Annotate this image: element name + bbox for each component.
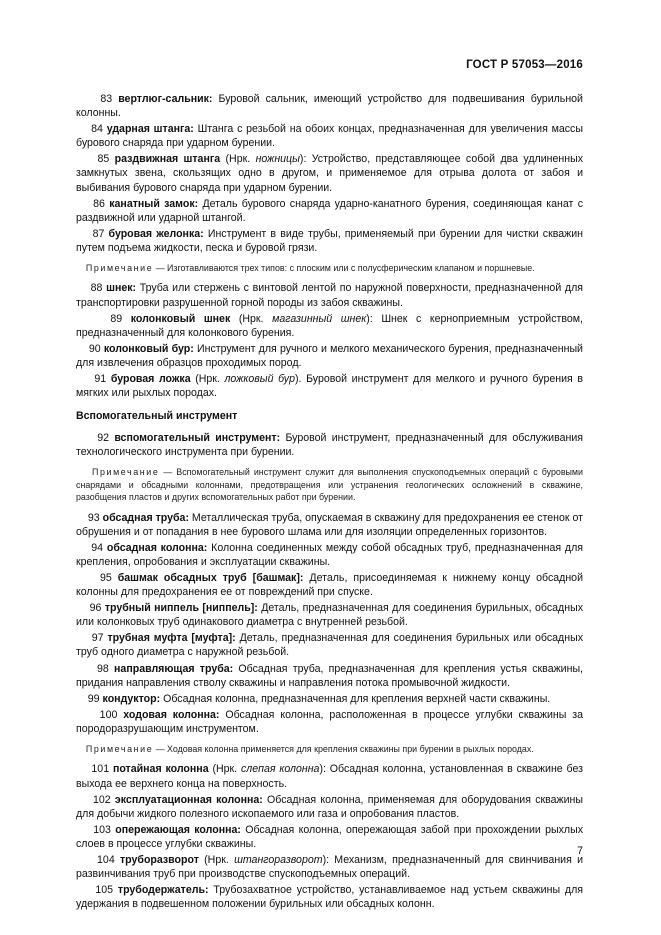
note xyxy=(76,262,583,274)
term-name: ударная штанга: xyxy=(106,123,194,136)
term-entry-85 xyxy=(76,152,583,194)
term-entry-88 xyxy=(76,281,583,309)
term-name: колонковый бур: xyxy=(103,342,194,355)
term-name: шнек: xyxy=(106,282,137,295)
term-entry-89 xyxy=(76,312,583,340)
source-prefix: (Нрк. xyxy=(230,312,273,325)
source-suffix: ): xyxy=(322,853,330,866)
non-recommended-term: магазинный шнек xyxy=(272,312,367,325)
term-entry-99 xyxy=(76,692,583,706)
entry-number: 97 xyxy=(91,632,104,645)
entry-number: 83 xyxy=(100,93,113,105)
term-name: буровая ложка xyxy=(110,373,191,385)
entry-number: 87 xyxy=(92,227,105,240)
entry-number: 94 xyxy=(91,541,104,554)
entry-number: 86 xyxy=(93,197,105,210)
source-suffix: ): xyxy=(366,312,373,325)
term-entry-86 xyxy=(76,197,583,225)
entry-number: 85 xyxy=(97,153,110,166)
term-definition: Обсадная труба, предназначенная для крепления устья скважины, придания направления стволу скважины и направления потока промывочной жидкости. xyxy=(76,662,583,689)
document-body xyxy=(76,92,583,913)
note-text: — Ходовая колонна применяется для крепления скважины при бурении в рыхлых породах. xyxy=(153,744,534,754)
entry-number: 105 xyxy=(95,884,114,897)
term-entry-96 xyxy=(76,601,583,629)
term-definition: Обсадная колонна, опережающая забой при прохождении рыхлых слоев в процессе углубки скважины. xyxy=(76,823,583,850)
term-name: трубный ниппель [ниппель]: xyxy=(104,602,258,615)
term-definition: Металлическая труба, опускаемая в скважину для предохранения ее стенок от обрушения и от попадания в нее бурового шлама или для изоляции определенных горизонтов. xyxy=(76,511,583,538)
term-definition: Колонна соединенных между собой обсадных труб, предназначенная для крепления, опробования и эксплуатации скважины. xyxy=(76,541,584,568)
term-definition: Обсадная колонна, установленная в скважине без выхода ее верхнего конца на поверхность. xyxy=(76,763,583,790)
term-entry-104 xyxy=(76,853,583,881)
source-suffix: ). xyxy=(295,373,302,385)
note-label: Примечание xyxy=(85,263,154,274)
term-name: эксплуатационная колонна: xyxy=(114,793,263,806)
term-name: потайная колонна xyxy=(112,763,209,776)
term-definition: Обсадная колонна, расположенная в процессе углубки скважины за породоразрушающим инструментом. xyxy=(76,708,583,735)
term-name: трубодержатель: xyxy=(117,884,209,897)
term-definition: Устройство, представляющее собой два удлиненных замкнутых звена, скользящих одно в другом, и применяемое для отрыва долота от забоя и выбивания бурового снаряда при ударном бурении. xyxy=(76,153,583,194)
non-recommended-term: слепая колонна xyxy=(240,763,320,776)
entry-number: 89 xyxy=(110,312,123,325)
term-entry-100 xyxy=(76,708,583,736)
term-name: ходовая колонна: xyxy=(123,708,220,721)
term-name: буровая желонка: xyxy=(108,227,204,240)
term-entry-102 xyxy=(76,793,583,821)
term-definition: Трубозахватное устройство, устанавливаемое над устьем скважины для удержания в подвешенном положении бурильных или обсадных колонн. xyxy=(76,884,583,911)
non-recommended-term: ножницы xyxy=(255,153,300,166)
term-name: трубная муфта [муфта]: xyxy=(107,632,236,645)
term-definition: Деталь, предназначенная для соединения бурильных или обсадных труб одного диаметра с наружной резьбой. xyxy=(76,632,583,659)
term-name: башмак обсадных труб [башмак]: xyxy=(117,571,304,584)
term-definition: Деталь, предназначенная для соединения бурильных, обсадных или колонковых труб одинакового диаметра с внутренней резьбой. xyxy=(76,602,583,629)
entry-number: 92 xyxy=(97,432,109,445)
term-entry-97 xyxy=(76,631,583,659)
source-prefix: (Нрк. xyxy=(208,763,241,776)
entry-number: 103 xyxy=(93,823,111,836)
term-name: опережающая колонна: xyxy=(115,823,241,836)
term-entry-92 xyxy=(76,431,583,459)
entry-number: 101 xyxy=(91,763,110,776)
note xyxy=(76,743,583,755)
term-entry-84 xyxy=(76,122,583,150)
term-definition: Инструмент в виде трубы, применяемый при бурении для чистки скважин путем подъема жидкости, песка и буровой грязи. xyxy=(76,227,583,254)
source-prefix: (Нрк. xyxy=(198,853,235,866)
term-entry-93 xyxy=(76,511,583,539)
term-name: труборазворот xyxy=(119,853,199,866)
source-prefix: (Нрк. xyxy=(190,373,225,385)
term-entry-87 xyxy=(76,227,583,255)
term-name: обсадная труба: xyxy=(102,511,189,524)
section-heading: Вспомогательный инструмент xyxy=(76,410,238,423)
non-recommended-term: ложковый бур xyxy=(224,373,295,385)
term-entry-101 xyxy=(76,762,583,790)
entry-number: 95 xyxy=(99,571,112,584)
non-recommended-term: штангоразворот xyxy=(234,853,323,866)
entry-number: 84 xyxy=(91,123,103,136)
term-name: раздвижная штанга xyxy=(114,153,221,166)
note xyxy=(76,466,583,503)
entry-number: 104 xyxy=(97,853,115,866)
term-name: обсадная колонна: xyxy=(106,541,208,554)
entry-number: 100 xyxy=(99,708,118,721)
document-header: ГОСТ Р 57053—2016 xyxy=(466,59,583,71)
entry-number: 88 xyxy=(90,282,103,295)
entry-number: 98 xyxy=(96,662,109,675)
term-entry-94 xyxy=(76,541,583,569)
source-suffix: ): xyxy=(299,153,307,166)
term-definition: Деталь, присоединяемая к нижнему концу обсадной колонны для предохранения ее от повреждений при спуске. xyxy=(76,571,583,599)
term-name: колонковый шнек xyxy=(130,312,231,325)
term-entry-103 xyxy=(76,823,583,851)
term-entry-105 xyxy=(76,883,583,911)
entry-number: 90 xyxy=(88,342,101,355)
term-entry-83 xyxy=(76,92,583,120)
term-name: вертлюг-сальник: xyxy=(118,93,213,105)
entry-number: 91 xyxy=(94,373,107,385)
entry-number: 99 xyxy=(87,692,100,705)
entry-number: 96 xyxy=(89,602,102,615)
term-entry-95 xyxy=(76,571,583,599)
term-definition: Буровой инструмент, предназначенный для обслуживания технологического инструмента при бурении. xyxy=(76,432,584,459)
term-name: вспомогательный инструмент: xyxy=(114,432,281,445)
term-name: направляющая труба: xyxy=(114,662,234,675)
entry-number: 102 xyxy=(92,793,111,806)
term-name: канатный замок: xyxy=(109,197,199,210)
source-suffix: ): xyxy=(319,763,326,776)
entry-number: 93 xyxy=(87,511,100,524)
term-definition: Инструмент для ручного и мелкого механического бурения, предназначенный для извлечения образцов проходимых пород. xyxy=(76,342,583,369)
term-entry-90 xyxy=(76,342,583,370)
term-definition: Штанга с резьбой на обоих концах, предназначенная для увеличения массы бурового снаряда при ударном бурении. xyxy=(76,123,583,150)
term-definition: Деталь бурового снаряда ударно-канатного бурения, соединяющая канат с раздвижной или ударной штангой. xyxy=(76,197,583,224)
term-entry-91 xyxy=(76,372,583,400)
term-entry-98 xyxy=(76,662,583,690)
term-definition: Обсадная колонна, предназначенная для крепления верхней части скважины. xyxy=(160,692,551,705)
term-definition: Труба или стержень с винтовой лентой по наружной поверхности, предназначенной для транспортировки разрушенной горной породы из забоя скважины. xyxy=(76,282,583,309)
term-definition: Механизм, предназначенный для свинчивания и развинчивания труб при производстве спускоподъемных операций. xyxy=(76,853,583,881)
term-definition: Шнек с керноприемным устройством, предназначенный для колонкового бурения. xyxy=(76,312,584,339)
note-text: — Изготавливаются трех типов: с плоским или с полусферическим клапаном и поршневые. xyxy=(153,263,535,274)
term-definition: Обсадная колонна, применяемая для оборудования скважины для добычи жидкого полезного ископаемого или газа и опробования пластов. xyxy=(76,793,583,820)
note-label: Примечание xyxy=(85,744,154,754)
term-name: кондуктор: xyxy=(102,692,161,705)
source-prefix: (Нрк. xyxy=(220,153,256,166)
term-definition: Буровой сальник, имеющий устройство для подвешивания бурильной колонны. xyxy=(76,93,583,120)
page-number: 7 xyxy=(577,845,583,857)
note-label: Примечание xyxy=(92,467,160,478)
note-text: — Вспомогательный инструмент служит для выполнения спускоподъемных операций с буровыми снарядами и обсадными колоннами, предотвращения или устранения геологических осложнений в скважине, разобщения пластов и других вспомогательных работ при бурении. xyxy=(76,467,583,503)
term-definition: Буровой инструмент для мелкого и ручного бурения в мягких или рыхлых породах. xyxy=(76,373,583,400)
